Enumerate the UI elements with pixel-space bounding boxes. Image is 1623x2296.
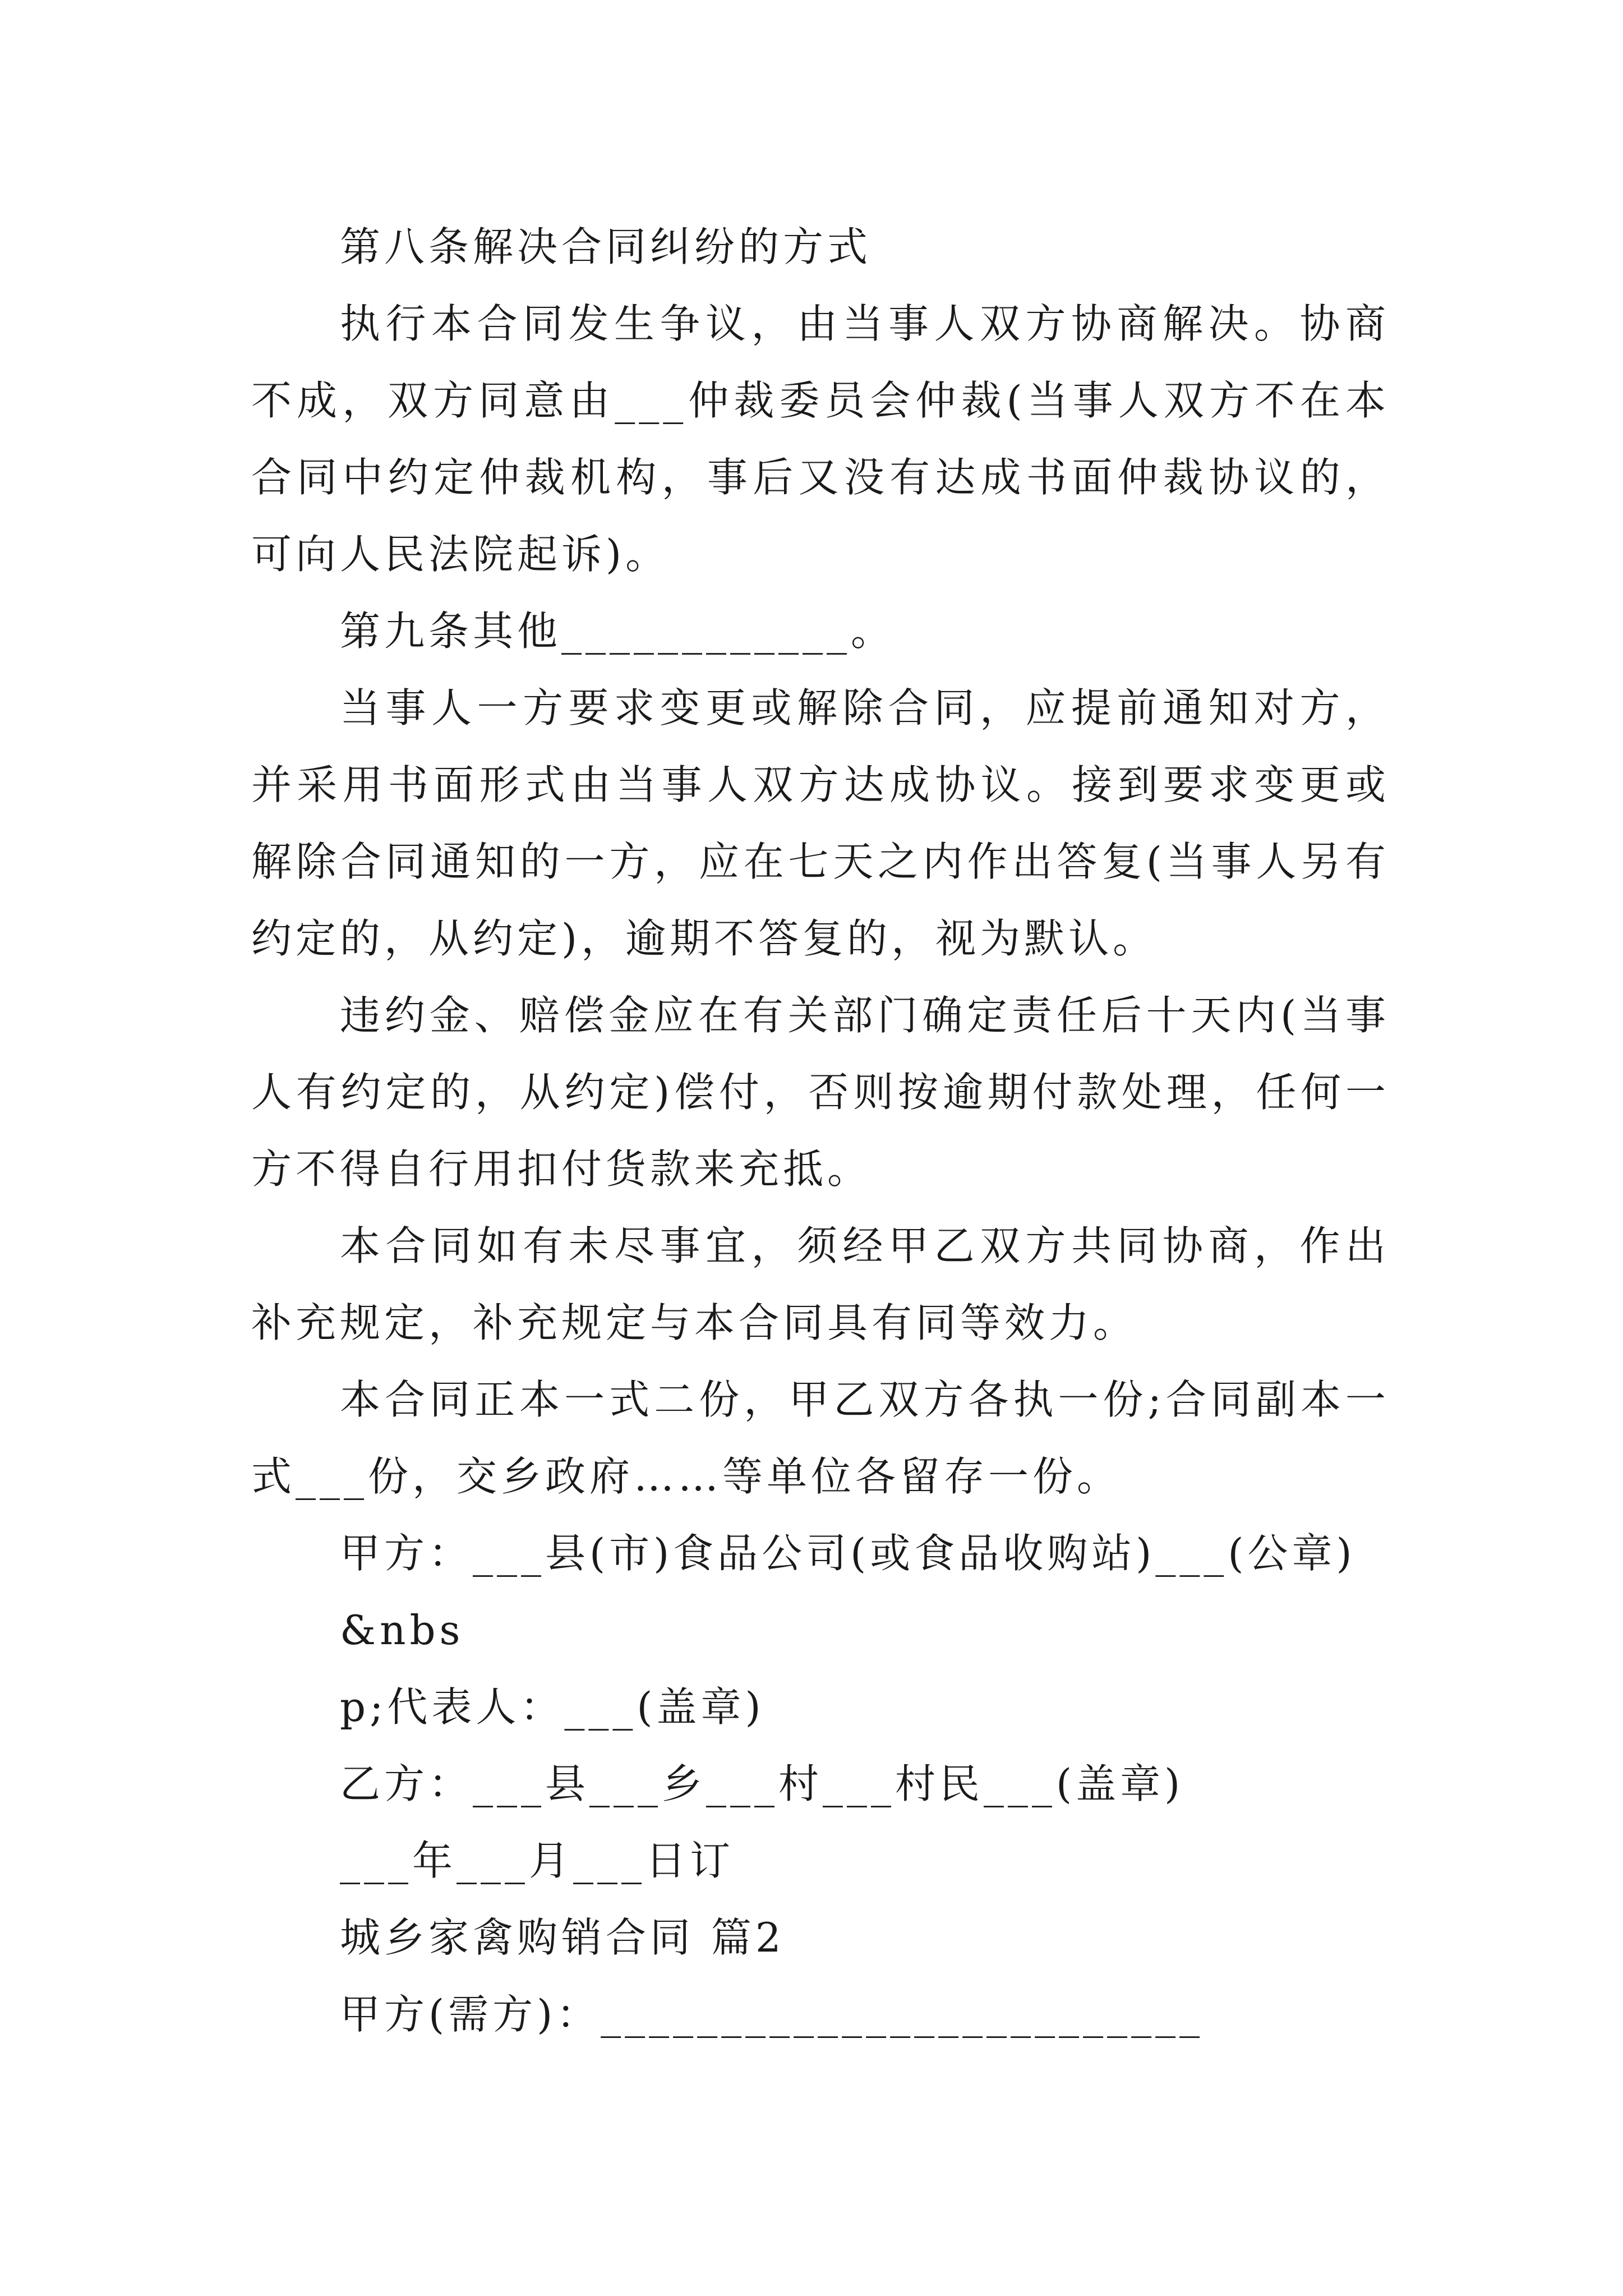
buyer-line: 甲方(需方)：_________________________	[340, 1991, 1204, 2038]
supplement-clause-paragraph: 本合同如有未尽事宜，须经甲乙双方共同协商，作出补充规定，补充规定与本合同具有同等效力。	[251, 1222, 1390, 1346]
copies-clause-paragraph: 本合同正本一式二份，甲乙双方各执一份;合同副本一式___份，交乡政府……等单位各留存一份。	[251, 1376, 1390, 1500]
party-a-line: 甲方：___县(市)食品公司(或食品收购站)___(公章)	[340, 1530, 1356, 1577]
penalty-clause-paragraph: 违约金、赔偿金应在有关部门确定责任后十天内(当事人有约定的，从约定)偿付，否则按逾期付款处理，任何一方不得自行用扣付货款来充抵。	[251, 992, 1390, 1193]
document-body	[251, 209, 1390, 2053]
next-contract-title: 城乡家禽购销合同 篇2	[340, 1914, 785, 1961]
article9-heading: 第九条其他____________。	[340, 608, 896, 655]
change-clause-paragraph: 当事人一方要求变更或解除合同，应提前通知对方，并采用书面形式由当事人双方达成协议。接到要求变更或解除合同通知的一方，应在七天之内作出答复(当事人另有约定的，从约定)，逾期不答复的，视为默认。	[251, 684, 1390, 962]
article8-paragraph: 执行本合同发生争议，由当事人双方协商解决。协商不成，双方同意由___仲裁委员会仲裁(当事人双方不在本合同中约定仲裁机构，事后又没有达成书面仲裁协议的，可向人民法院起诉)。	[251, 300, 1390, 578]
representative-line: p;代表人：___(盖章)	[340, 1683, 765, 1731]
date-line: ___年___月___日订	[340, 1837, 735, 1884]
party-b-line: 乙方：___县___乡___村___村民___(盖章)	[340, 1760, 1184, 1807]
broken-entity-line: &nbs	[340, 1607, 464, 1654]
article8-heading: 第八条解决合同纠纷的方式	[340, 223, 872, 270]
